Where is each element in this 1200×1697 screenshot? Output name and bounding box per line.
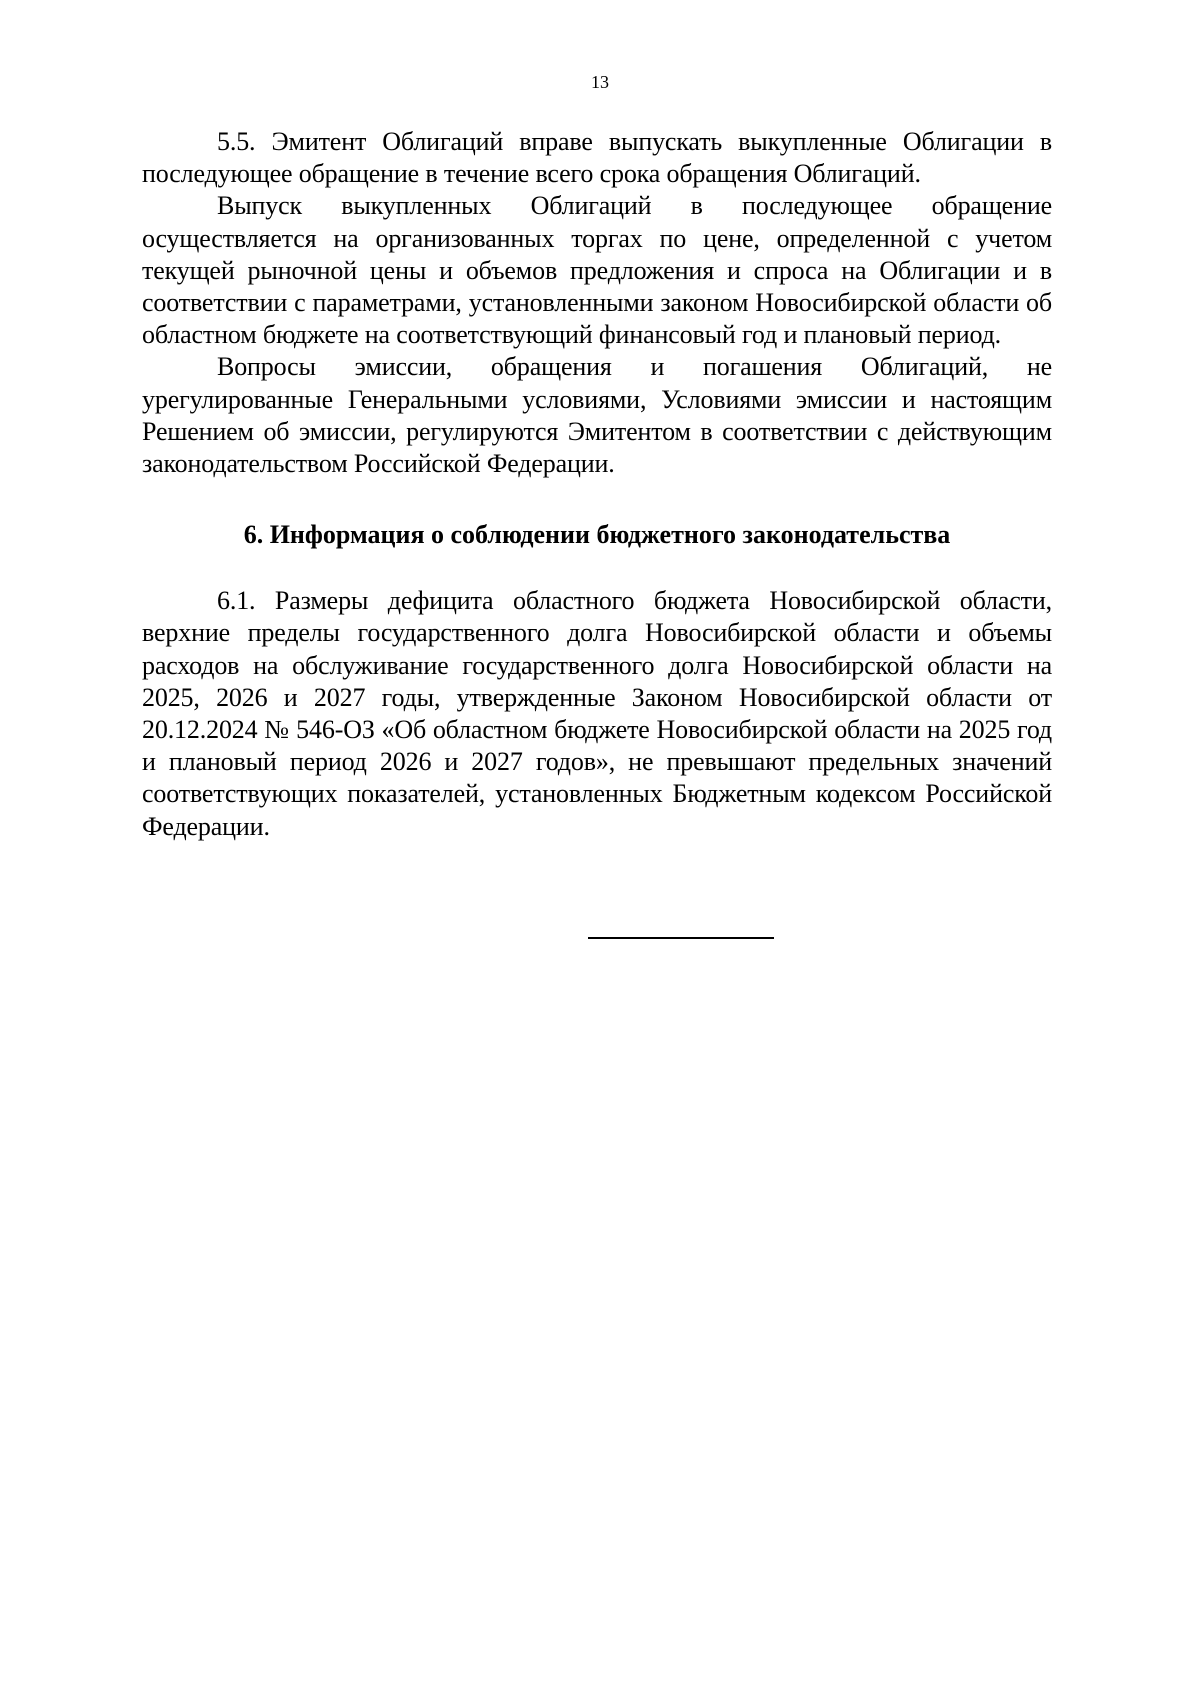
closing-divider [588,937,774,939]
paragraph-reissue: Выпуск выкупленных Облигаций в последующее обращение осуществляется на организованных торгах по цене, определенной с учетом текущей рыночной цены и объемов предложения и спроса на Облигации и в соответствии с параметрами, установленными законом Новосибирской области об областном бюджете на соответствующий финансовый год и плановый период. [142,191,1052,350]
page-number: 13 [591,72,609,92]
paragraph-unregulated-issues: Вопросы эмиссии, обращения и погашения Облигаций, не урегулированные Генеральными условиями, Условиями эмиссии и настоящим Решением об эмиссии, регулируются Эмитентом в соответствии с действующим законодательством Российской Федерации. [142,352,1052,479]
paragraph-6-1: 6.1. Размеры дефицита областного бюджета Новосибирской области, верхние пределы государственного долга Новосибирской области и объемы расходов на обслуживание государственного долга Новосибирской области на 2025, 2026 и 2027 годы, утвержденные Законом Новосибирской области от 20.12.2024 № 546-ОЗ «Об областном бюджете Новосибирской области на 2025 год и плановый период 2026 и 2027 годов», не превышают предельных значений соответствующих показателей, установленных Бюджетным кодексом Российской Федерации. [142,586,1052,841]
paragraph-5-5: 5.5. Эмитент Облигаций вправе выпускать выкупленные Облигации в последующее обращение в течение всего срока обращения Облигаций. [142,127,1052,189]
document-body [142,126,1052,843]
section-6-heading: 6. Информация о соблюдении бюджетного законодательства [243,520,951,550]
